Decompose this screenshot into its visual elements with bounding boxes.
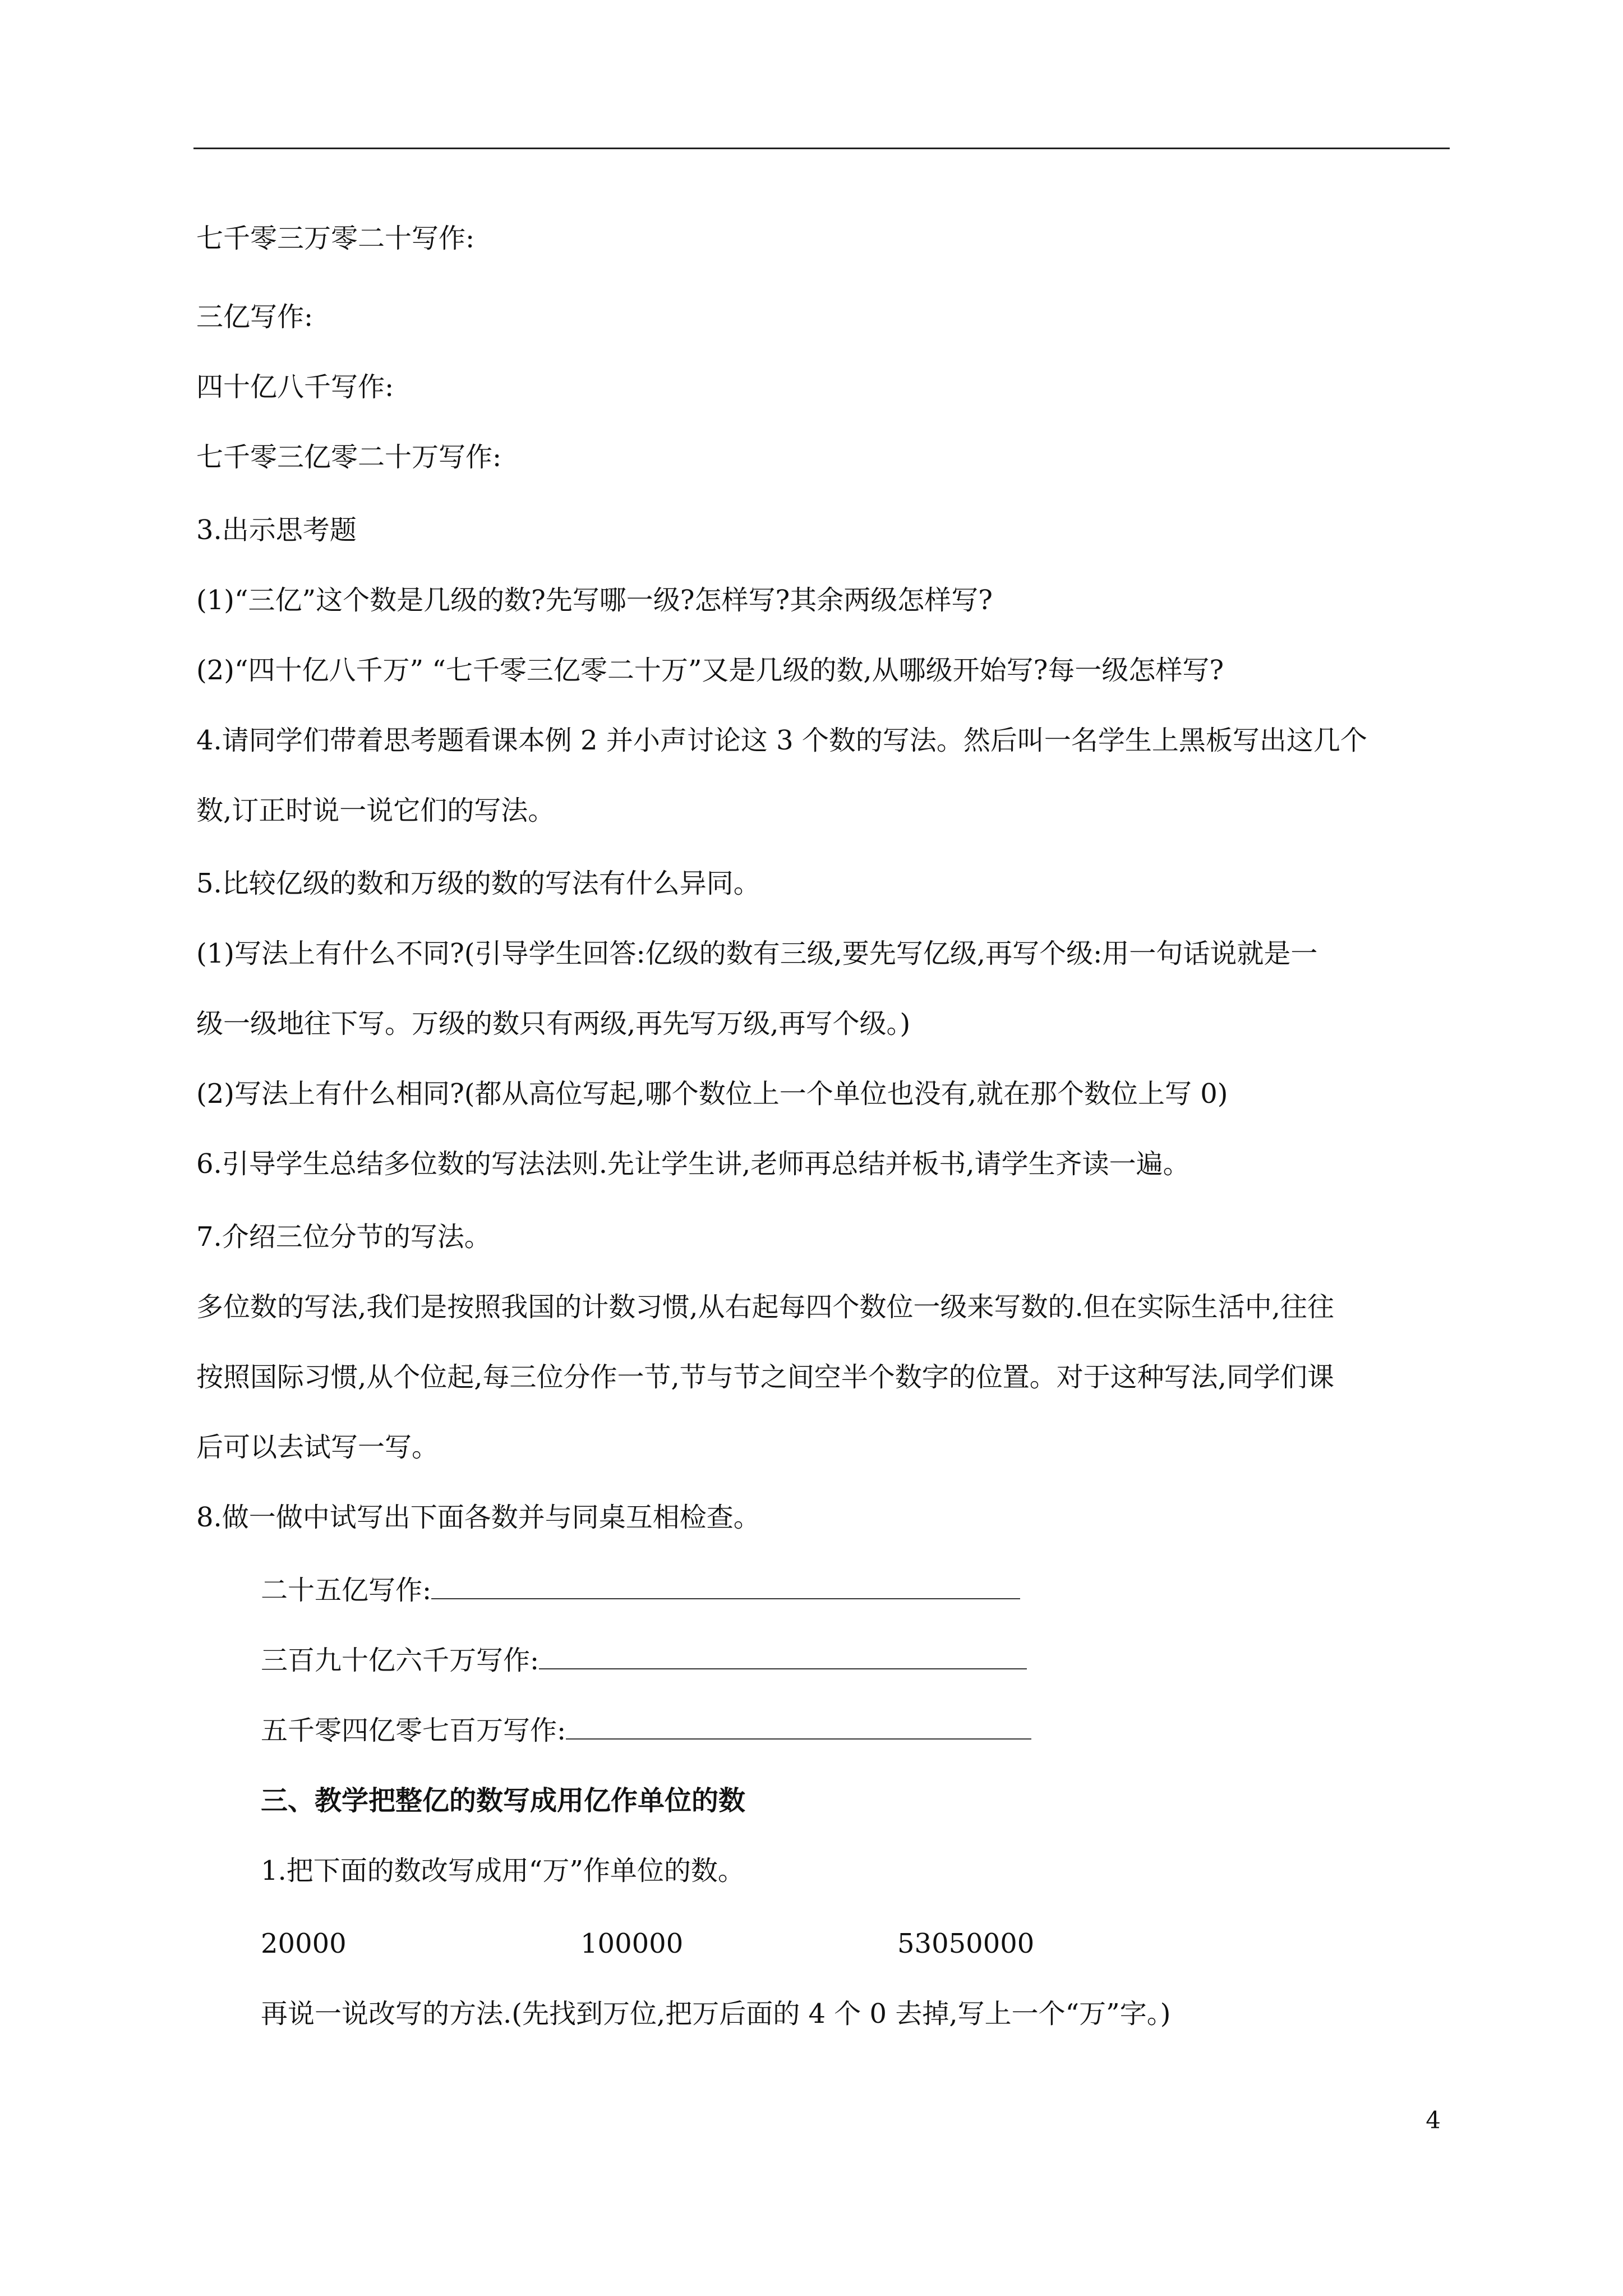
text-line: 7.介绍三位分节的写法。: [196, 1221, 491, 1253]
text-line: (1)写法上有什么不同?(引导学生回答:亿级的数有三级,要先写亿级,再写个级:用一句话说就是一: [196, 938, 1318, 969]
text-line: 1.把下面的数改写成用“万”作单位的数。: [261, 1855, 745, 1887]
text-line: 四十亿八千写作:: [196, 371, 394, 403]
number-item: 53050000: [897, 1928, 1035, 1959]
exercise-line: [261, 1573, 1020, 1607]
answer-blank[interactable]: [431, 1573, 1020, 1599]
text-line: 级一级地往下写。万级的数只有两级,再先写万级,再写个级。): [196, 1008, 911, 1039]
number-item: 20000: [261, 1928, 347, 1959]
number-item: 100000: [580, 1928, 684, 1959]
text-line: (2)“四十亿八千万” “七千零三亿零二十万”又是几级的数,从哪级开始写?每一级怎样写?: [196, 655, 1224, 686]
text-line: 多位数的写法,我们是按照我国的计数习惯,从右起每四个数位一级来写数的.但在实际生活中,往往: [196, 1291, 1335, 1323]
text-line: 三亿写作:: [196, 301, 313, 333]
text-line: 8.做一做中试写出下面各数并与同桌互相检查。: [196, 1502, 760, 1533]
exercise-line: [261, 1644, 1027, 1677]
answer-blank[interactable]: [566, 1714, 1031, 1740]
text-line: 后可以去试写一写。: [196, 1432, 439, 1463]
exercise-line: [261, 1714, 1031, 1747]
text-line: 七千零三万零二十写作:: [196, 223, 475, 254]
exercise-label: 二十五亿写作:: [261, 1575, 432, 1606]
text-line: 6.引导学生总结多位数的写法法则.先让学生讲,老师再总结并板书,请学生齐读一遍。: [196, 1148, 1190, 1180]
text-line: 按照国际习惯,从个位起,每三位分作一节,节与节之间空半个数字的位置。对于这种写法,同学们课: [196, 1361, 1335, 1393]
text-line: 4.请同学们带着思考题看课本例 2 并小声讨论这 3 个数的写法。然后叫一名学生上黑板写出这几个: [196, 725, 1367, 756]
answer-blank[interactable]: [539, 1644, 1027, 1669]
text-line: 七千零三亿零二十万写作:: [196, 441, 502, 473]
page-number: 4: [1426, 2106, 1441, 2134]
text-line: (2)写法上有什么相同?(都从高位写起,哪个数位上一个单位也没有,就在那个数位上写 0): [196, 1078, 1228, 1110]
text-line: 再说一说改写的方法.(先找到万位,把万后面的 4 个 0 去掉,写上一个“万”字。): [261, 1998, 1171, 2030]
text-line: 3.出示思考题: [196, 514, 357, 546]
header-rule: [193, 148, 1450, 149]
text-line: (1)“三亿”这个数是几级的数?先写哪一级?怎样写?其余两级怎样写?: [196, 585, 993, 616]
exercise-label: 三百九十亿六千万写作:: [261, 1645, 540, 1676]
exercise-label: 五千零四亿零七百万写作:: [261, 1715, 566, 1746]
text-line: 数,订正时说一说它们的写法。: [196, 795, 555, 826]
text-line: 5.比较亿级的数和万级的数的写法有什么异同。: [196, 868, 760, 899]
section-heading: 三、教学把整亿的数写成用亿作单位的数: [261, 1785, 746, 1816]
